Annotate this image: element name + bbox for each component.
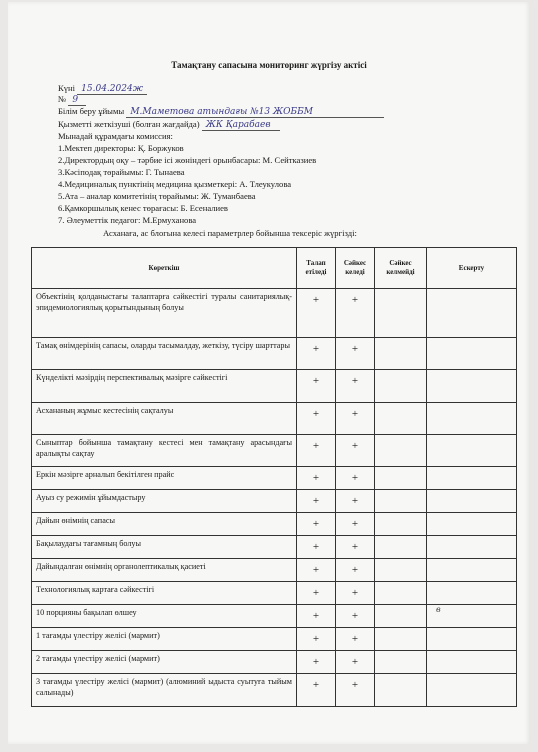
column-header-matches: Сәйкес келеді: [336, 248, 375, 289]
table-row: [32, 674, 517, 707]
not-matches-cell: [375, 338, 427, 370]
criterion-cell: 1 тағамды үлестіру желісі (мармит): [32, 628, 297, 651]
not-matches-cell: [375, 370, 427, 403]
note-cell: [427, 338, 517, 370]
note-cell: [427, 513, 517, 536]
matches-cell: +: [336, 582, 375, 605]
document-page: [8, 2, 530, 744]
document-title: Тамақтану сапасына мониторинг жүргізу актісі: [171, 60, 367, 70]
note-cell: [427, 370, 517, 403]
table-row: [32, 651, 517, 674]
note-cell: [427, 559, 517, 582]
matches-cell: +: [336, 289, 375, 338]
note-cell: [427, 651, 517, 674]
table-row: [32, 435, 517, 467]
required-cell: +: [297, 536, 336, 559]
commission-intro: Мынадай құрамдағы комиссия:: [58, 131, 173, 141]
criterion-cell: Технологиялық картаға сәйкестігі: [32, 582, 297, 605]
commission-member: 6.Қамкоршылық кенес төрағасы: Б. Есеналиев: [58, 203, 228, 213]
number-line: [58, 94, 86, 106]
matches-cell: +: [336, 338, 375, 370]
note-cell: [427, 536, 517, 559]
matches-cell: +: [336, 370, 375, 403]
matches-cell: +: [336, 605, 375, 628]
not-matches-cell: [375, 536, 427, 559]
table-row: [32, 289, 517, 338]
matches-cell: +: [336, 559, 375, 582]
criterion-cell: Дайын өнімнің сапасы: [32, 513, 297, 536]
required-cell: +: [297, 370, 336, 403]
column-header-criterion: Көреткіш: [32, 248, 297, 289]
commission-member: 5.Ата – аналар комитетінің төрайымы: Ж. Туманбаева: [58, 191, 256, 201]
matches-cell: +: [336, 435, 375, 467]
org-line: [58, 106, 384, 118]
not-matches-cell: [375, 289, 427, 338]
matches-cell: +: [336, 490, 375, 513]
table-row: [32, 338, 517, 370]
criterion-cell: Тамақ өнімдерінің сапасы, оларды тасымалдау, жеткізу, түсіру шарттары: [32, 338, 297, 370]
margin-note: в: [436, 605, 441, 614]
org-label: Білім беру ұйымы: [58, 106, 125, 116]
commission-member: 2.Директордың оқу – тәрбие ісі жөніндегі орынбасары: М. Сейтказиев: [58, 155, 317, 165]
required-cell: +: [297, 513, 336, 536]
supplier-value: ЖК Қарабаев: [202, 120, 280, 131]
commission-member: 3.Кәсіподақ төрайымы: Г. Тынаева: [58, 167, 185, 177]
matches-cell: +: [336, 467, 375, 490]
note-cell: [427, 403, 517, 435]
commission-member: 7. Әлеуметтік педагог: М.Ермуханова: [58, 215, 197, 225]
required-cell: +: [297, 338, 336, 370]
criterion-cell: Ауыз су режимін ұйымдастыру: [32, 490, 297, 513]
note-cell: [427, 674, 517, 707]
note-cell: [427, 289, 517, 338]
criterion-cell: Сыныптар бойынша тамақтану кестесі мен тамақтану арасындағы аралықты сақтау: [32, 435, 297, 467]
matches-cell: +: [336, 513, 375, 536]
required-cell: +: [297, 651, 336, 674]
table-row: [32, 467, 517, 490]
table-row: [32, 370, 517, 403]
check-intro: Асханаға, ас блогына келесі параметрлер бойынша тексеріс жүргізді:: [103, 228, 357, 238]
note-cell: [427, 435, 517, 467]
table-row: [32, 536, 517, 559]
table-row: [32, 605, 517, 628]
not-matches-cell: [375, 605, 427, 628]
note-cell: [427, 628, 517, 651]
required-cell: +: [297, 559, 336, 582]
required-cell: +: [297, 403, 336, 435]
note-cell: [427, 582, 517, 605]
not-matches-cell: [375, 559, 427, 582]
not-matches-cell: [375, 628, 427, 651]
matches-cell: +: [336, 628, 375, 651]
criterion-cell: Объектінің қолданыстағы талаптарға сәйкестігі туралы санитариялық-эпидемиологиялық қорытындының болуы: [32, 289, 297, 338]
criterion-cell: 2 тағамды үлестіру желісі (мармит): [32, 651, 297, 674]
not-matches-cell: [375, 467, 427, 490]
criterion-cell: Дайындалған өнімнің органолептикалық қасиеті: [32, 559, 297, 582]
not-matches-cell: [375, 490, 427, 513]
note-cell: [427, 467, 517, 490]
matches-cell: +: [336, 674, 375, 707]
monitoring-table: [31, 247, 517, 707]
column-header-note: Ескерту: [427, 248, 517, 289]
number-label: №: [58, 94, 67, 104]
table-row: [32, 559, 517, 582]
table-row: [32, 490, 517, 513]
required-cell: +: [297, 435, 336, 467]
not-matches-cell: [375, 674, 427, 707]
org-value: М.Маметова атындағы №13 ЖОББМ: [126, 107, 384, 118]
matches-cell: +: [336, 403, 375, 435]
commission-member: 1.Мектеп директоры: Қ. Боржуков: [58, 143, 184, 153]
table-row: [32, 513, 517, 536]
criterion-cell: Күнделікті мәзірдің перспективалық мәзірге сәйкестігі: [32, 370, 297, 403]
table-row: [32, 403, 517, 435]
column-header-not-matches: Сәйкес келмейді: [375, 248, 427, 289]
required-cell: +: [297, 605, 336, 628]
criterion-cell: Еркін мәзірге арналып бекітілген прайс: [32, 467, 297, 490]
required-cell: +: [297, 289, 336, 338]
required-cell: +: [297, 490, 336, 513]
note-cell: [427, 490, 517, 513]
criterion-cell: 10 порцияны бақылап өлшеу: [32, 605, 297, 628]
matches-cell: +: [336, 536, 375, 559]
criterion-cell: 3 тағамды үлестіру желісі (мармит) (алюминий ыдыста суытуға тыйым салынады): [32, 674, 297, 707]
matches-cell: +: [336, 651, 375, 674]
not-matches-cell: [375, 403, 427, 435]
not-matches-cell: [375, 651, 427, 674]
required-cell: +: [297, 674, 336, 707]
table-header-row: [32, 248, 517, 289]
date-label: Күні: [58, 83, 76, 93]
not-matches-cell: [375, 582, 427, 605]
supplier-label: Қызметті жеткізуші (болған жағдайда): [58, 119, 200, 129]
table-row: [32, 582, 517, 605]
number-value: 9: [68, 95, 86, 106]
column-header-required: Талап етіледі: [297, 248, 336, 289]
table-row: [32, 628, 517, 651]
criterion-cell: Бақылаудағы тағамның болуы: [32, 536, 297, 559]
commission-member: 4.Медициналық пунктінің медицина қызметкері: А. Тлеукулова: [58, 179, 292, 189]
supplier-line: [58, 119, 280, 131]
required-cell: +: [297, 628, 336, 651]
required-cell: +: [297, 467, 336, 490]
not-matches-cell: [375, 513, 427, 536]
required-cell: +: [297, 582, 336, 605]
criterion-cell: Асхананың жұмыс кестесінің сақталуы: [32, 403, 297, 435]
not-matches-cell: [375, 435, 427, 467]
date-value: 15.04.2024ж: [77, 84, 147, 95]
